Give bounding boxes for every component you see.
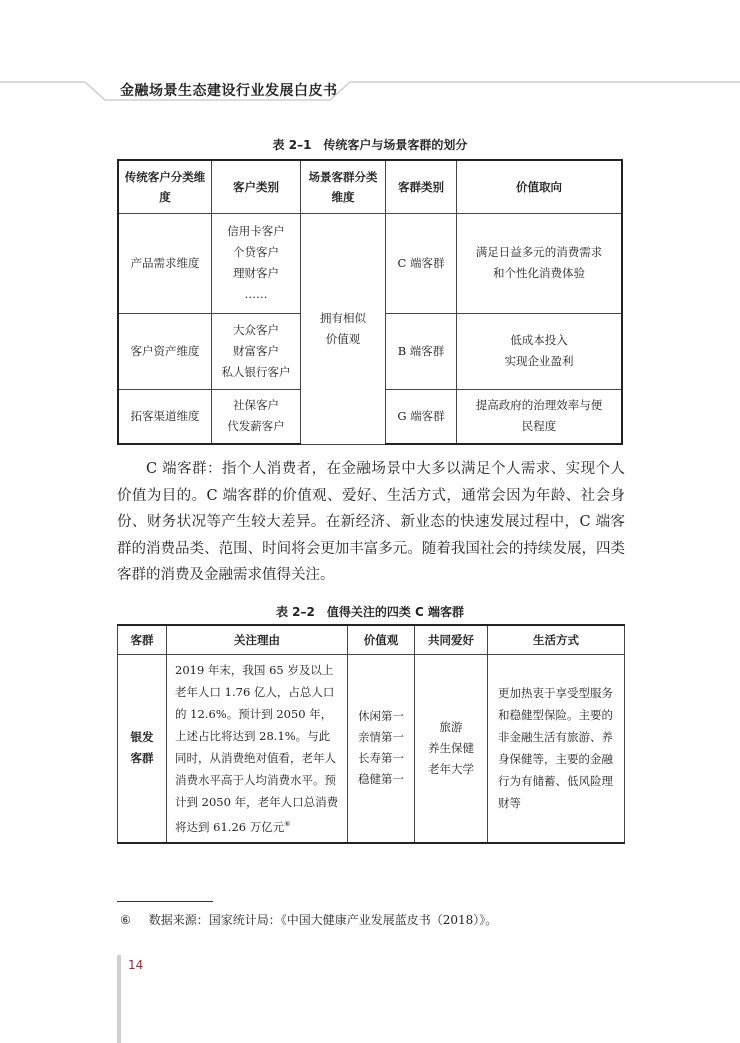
table1-group: B 端客群	[386, 313, 457, 389]
table1-scene-dimension: 拥有相似 价值观	[301, 213, 386, 444]
table1-dimension: 客户资产维度	[118, 313, 212, 389]
table1-value: 低成本投入 实现企业盈利	[457, 313, 623, 389]
table1-customers: 信用卡客户 个贷客户 理财客户 ……	[212, 213, 301, 313]
table2-values: 休闲第一 亲情第一 长寿第一 稳健第一	[348, 655, 415, 843]
table2-hobbies: 旅游 养生保健 老年大学	[415, 655, 488, 843]
table2-lifestyle: 更加热衷于享受型服务和稳健型保险。主要的非金融生活有旅游、养身保健等，主要的金融行为有储蓄、低风险理财等	[488, 655, 625, 843]
body-paragraph: C 端客群：指个人消费者，在金融场景中大多以满足个人需求、实现个人价值为目的。C 端客群的价值观、爱好、生活方式，通常会因为年龄、社会身份、财务状况等产生较大差异。在新经济、新业态的快速发展过程中，C 端客群的消费品类、范围、时间将会更加丰富多元。随着我国社会的持续发展，四类客群的消费及金融需求值得关注。	[117, 461, 625, 583]
page-number: 14	[128, 958, 144, 972]
table1-customers: 大众客户 财富客户 私人银行客户	[212, 313, 301, 389]
table1-header-group: 客群类别	[386, 160, 457, 213]
table1-dimension: 拓客渠道维度	[118, 389, 212, 444]
table1-header-dimension: 传统客户分类维度	[118, 160, 212, 213]
table-row	[118, 655, 625, 843]
table1-customers: 社保客户 代发薪客户	[212, 389, 301, 444]
table1-header-value: 价值取向	[457, 160, 623, 213]
table1-caption: 表 2–1 传统客户与场景客群的划分	[272, 138, 468, 152]
table2-reason: 2019 年末，我国 65 岁及以上老年人口 1.76 亿人，占总人口的 12.6%。预计到 2050 年，上述占比将达到 28.1%。与此同时，从消费绝对值看，老年人消费水平高于人均消费水平。预计到 2050 年，老年人口总消费将达到 61.26 万亿元⑥	[167, 655, 348, 843]
table2	[117, 624, 625, 844]
footnote-text: 数据来源：国家统计局：《中国大健康产业发展蓝皮书（2018）》。	[148, 913, 498, 927]
footnote-mark: ⑥	[120, 913, 131, 927]
table1-dimension: 产品需求维度	[118, 213, 212, 313]
running-header-decoration	[0, 80, 740, 102]
table1	[117, 159, 623, 445]
footnote	[120, 911, 497, 928]
table1-group: G 端客群	[386, 389, 457, 444]
table-row	[118, 213, 622, 313]
table2-header-hobbies: 共同爱好	[415, 625, 488, 655]
table2-header-group: 客群	[118, 625, 167, 655]
table1-value: 满足日益多元的消费需求 和个性化消费体验	[457, 213, 623, 313]
table2-header-lifestyle: 生活方式	[488, 625, 625, 655]
running-header-title: 金融场景生态建设行业发展白皮书	[120, 83, 338, 99]
table2-header-values: 价值观	[348, 625, 415, 655]
table1-value: 提高政府的治理效率与便 民程度	[457, 389, 623, 444]
footnote-reference: ⑥	[284, 820, 291, 828]
table1-header-scene-dimension: 场景客群分类维度	[301, 160, 386, 213]
table2-caption: 表 2–2 值得关注的四类 C 端客群	[275, 605, 465, 619]
footnote-divider	[117, 901, 213, 902]
table1-group: C 端客群	[386, 213, 457, 313]
table2-header-reason: 关注理由	[167, 625, 348, 655]
table2-group: 银发 客群	[118, 655, 167, 843]
table1-header-customers: 客户类别	[212, 160, 301, 213]
page-edge-bar	[117, 955, 121, 1043]
